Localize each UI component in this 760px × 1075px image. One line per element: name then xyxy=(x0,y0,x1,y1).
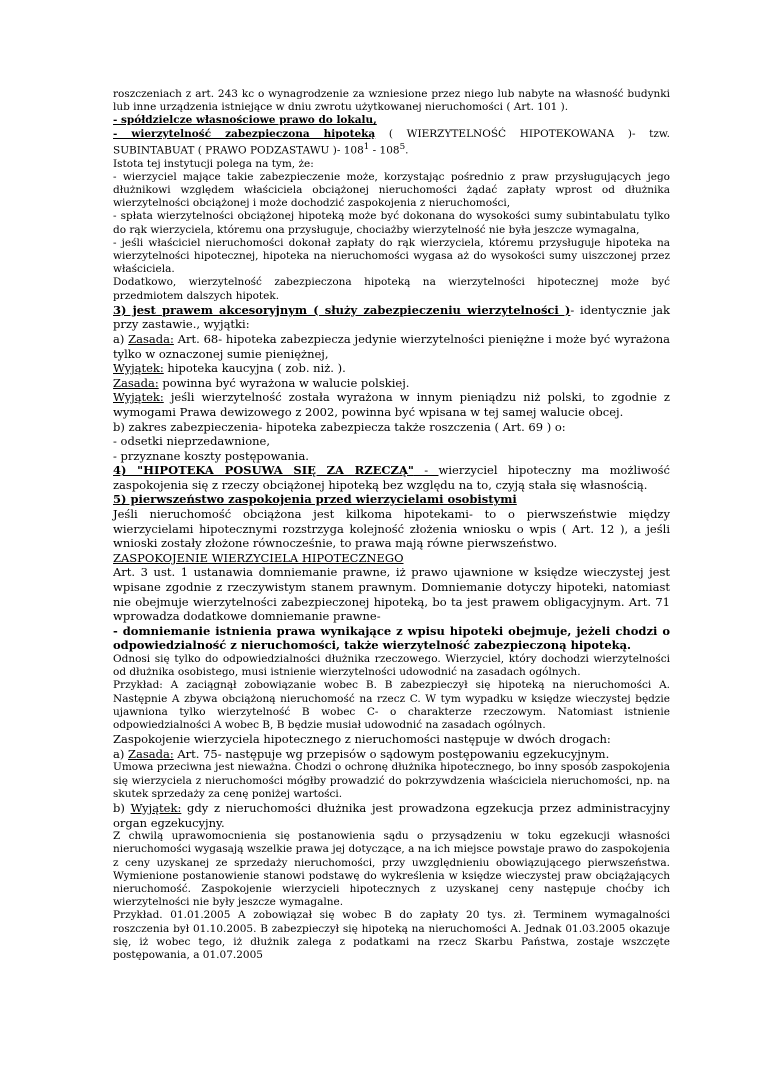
rule-item xyxy=(113,747,670,762)
heading-underlined: 3) jest prawem akcesoryjnym ( służy zabezpieczeniu wierzytelności ) xyxy=(113,302,571,317)
paragraph: Odnosi się tylko do odpowiedzialności dłużnika rzeczowego. Wierzyciel, który dochodzi wierzytelności od dłużnika osobistego, musi istnienie wierzytelności udowodnić na zasadach ogólnych. xyxy=(113,653,670,679)
rule-item xyxy=(113,361,670,376)
paragraph: Jeśli nieruchomość obciążona jest kilkoma hipotekami- to o pierwszeństwie między wierzycielami hipotecznymi rozstrzyga kolejność złożenia wniosku o wpis ( Art. 12 ), a jeśli wnioski zostały złożone równocześnie, to prawa mają równe pierwszeństwo. xyxy=(113,507,670,551)
paragraph: Dodatkowo, wierzytelność zabezpieczona hipoteką na wierzytelności hipotecznej może być przedmiotem dalszych hipotek. xyxy=(113,276,670,302)
rule-item xyxy=(113,801,670,830)
heading-priority: 5) pierwszeństwo zaspokojenia przed wierzycielami osobistymi xyxy=(113,492,517,507)
superscript: 5 xyxy=(399,141,406,152)
section-heading: ZASPOKOJENIE WIERZYCIELA HIPOTECZNEGO xyxy=(113,550,404,565)
heading-underlined: 4) "HIPOTEKA POSUWA SIĘ ZA RZECZĄ" xyxy=(113,463,414,478)
prefix: b) xyxy=(113,801,131,816)
heading-underlined: - wierzytelność zabezpieczona hipoteką xyxy=(113,127,376,140)
rule-text: Art. 68- hipoteka zabezpiecza jedynie wierzytelności pieniężne i może być wyrażona tylko w oznaczonej sumie pieniężnej, xyxy=(113,331,671,361)
rule-text: hipoteka kaucyjna ( zob. niż. ). xyxy=(163,361,346,376)
rule-label: Wyjątek: xyxy=(113,390,164,405)
paragraph: Art. 3 ust. 1 ustanawia domniemanie prawne, iż prawo ujawnione w księdze wieczystej jest wpisane zgodnie z rzeczywistym stanem prawnym. Domniemanie dotyczy hipoteki, natomiast nie obejmuje wierzytelności zabezpieczonej hipoteką, bo ta jest prawem obligacyjnym. Art. 71 wprowadza dodatkowe domniemanie prawne- xyxy=(113,565,670,624)
bold-paragraph: - domniemanie istnienia prawa wynikające z wpisu hipoteki obejmuje, jeżeli chodzi o odpowiedzialność z nieruchomości, także wierzytelność zabezpieczoną hipoteką. xyxy=(113,623,670,653)
list-item: - spłata wierzytelności obciążonej hipoteką może być dokonana do wysokości sumy subintabulatu tylko do rąk wierzyciela, któremu ona przysługuje, chociażby wierzytelność nie była jeszcze wymagalna, xyxy=(113,210,670,236)
heading-rest: wierzyciel hipoteczny ma możliwość zaspokojenia się z rzeczy obciążonej hipoteką bez względu na to, czyją stała się własnością. xyxy=(113,463,670,492)
paragraph: b) zakres zabezpieczenia- hipoteka zabezpiecza także roszczenia ( Art. 69 ) o: xyxy=(113,419,566,434)
heading-rest: - identycznie jak przy zastawie., wyjątki: xyxy=(113,302,670,332)
paragraph: Z chwilą uprawomocnienia się postanowienia sądu o przysądzeniu w toku egzekucji własności nieruchomości wygasają wszelkie prawa jej dotyczące, a na ich miejsce powstaje prawo do zaspokojenia z ceny uzyskanej ze sprzedaży nieruchomości, przy uwzględnieniu obowiązującego pierwszeństwa. Wymienione postanowienie stanowi podstawę do wykreślenia w księdze wieczystej praw obciążających nieruchomość. Zaspokojenie wierzycieli hipotecznych z uzyskanej ceny następuje choćby ich wierzytelności nie były jeszcze wymagalne. xyxy=(113,830,670,909)
rule-text: gdy z nieruchomości dłużnika jest prowadzona egzekucja przez administracyjny organ egzekucyjny. xyxy=(113,801,670,830)
rule-item xyxy=(113,390,670,419)
rule-label: Zasada: xyxy=(128,746,174,761)
heading-mortgage-claim xyxy=(113,128,670,158)
heading-accessory xyxy=(113,303,670,332)
superscript: 1 xyxy=(363,141,370,152)
example-paragraph: Przykład: A zaciągnął zobowiązanie wobec B. B zabezpieczył się hipoteką na nieruchomości A. Następnie A zbywa obciążoną nieruchomość na rzecz C. W tym wypadku w księdze wieczystej będzie ujawniona tylko wierzytelność B wobec C- o charakterze rzeczowym. Natomiast istnienie odpowiedzialności A wobec B, B będzie musiał udowodnić na zasadach ogólnych. xyxy=(113,679,670,732)
paragraph: Umowa przeciwna jest nieważna. Chodzi o ochronę dłużnika hipotecznego, bo inny sposób zaspokojenia się wierzyciela z nieruchomości mógłby prowadzić do pokrzywdzenia właściciela nieruchomości, np. na skutek sprzedaży za cenę poniżej wartości. xyxy=(113,761,670,800)
rule-text: powinna być wyrażona w walucie polskiej. xyxy=(158,375,410,390)
rule-text: jeśli wierzytelność została wyrażona w innym pieniądzu niż polski, to zgodnie z wymogami Prawa dewizowego z 2002, powinna być wpisana w tej samej walucie obcej. xyxy=(113,390,670,419)
rule-item xyxy=(113,376,670,391)
heading-follows-thing xyxy=(113,463,670,492)
list-item: - odsetki nieprzedawnione, xyxy=(113,434,271,449)
rule-item xyxy=(113,332,670,361)
list-item: - jeśli właściciel nieruchomości dokonał zapłaty do rąk wierzyciela, któremu przysługuje hipoteka na wierzytelności hipotecznej, hipoteka na nieruchomości wygasa aż do wysokości sumy uiszczonej przez właściciela. xyxy=(113,236,670,276)
text: . xyxy=(405,144,409,157)
list-item: - wierzyciel mające takie zabezpieczenie może, korzystając pośrednio z praw przysługujących jego dłużnikowi względem właściciela obciążonej nieruchomości żądać zapłaty wprost od dłużnika wierzytelności obciążonej i może dochodzić zaspokojenia z nieruchomości, xyxy=(113,170,670,210)
rule-label: Wyjątek: xyxy=(130,801,182,816)
document-page xyxy=(113,88,670,962)
rule-label: Zasada: xyxy=(113,375,159,390)
heading-cooperative-right: - spółdzielcze własnościowe prawo do lokalu, xyxy=(113,114,377,127)
list-item: - przyznane koszty postępowania. xyxy=(113,448,309,463)
example-paragraph: Przykład. 01.01.2005 A zobowiązał się wobec B do zapłaty 20 tys. zł. Terminem wymagalności roszczenia był 01.10.2005. B zabezpieczył się hipoteką na nieruchomości A. Jednak 01.03.2005 okazuje się, iż wobec tego, iż dłużnik zalega z podatkami na rzecz Skarbu Państwa, zostaje wszczęte postępowania, a 01.07.2005 xyxy=(113,909,670,962)
text: - 108 xyxy=(369,144,400,157)
paragraph: Zaspokojenie wierzyciela hipotecznego z nieruchomości następuje w dwóch drogach: xyxy=(113,732,611,747)
rule-text: Art. 75- następuje wg przepisów o sądowym postępowaniu egzekucyjnym. xyxy=(173,746,610,761)
rule-label: Wyjątek: xyxy=(113,361,164,376)
heading-rest: ( WIERZYTELNOŚĆ HIPOTEKOWANA )- tzw. SUBINTABUAT ( PRAWO PODZASTAWU )- 108 xyxy=(113,127,670,157)
paragraph: roszczeniach z art. 243 kc o wynagrodzenie za wzniesione przez niego lub nabyte na własność budynki lub inne urządzenia istniejące w dniu zwrotu użytkowanej nieruchomości ( Art. 101 ). xyxy=(113,88,670,114)
text: - xyxy=(413,463,439,478)
prefix: a) xyxy=(113,331,129,346)
paragraph: Istota tej instytucji polega na tym, że: xyxy=(113,157,314,170)
rule-label: Zasada: xyxy=(128,331,174,346)
prefix: a) xyxy=(113,746,128,761)
